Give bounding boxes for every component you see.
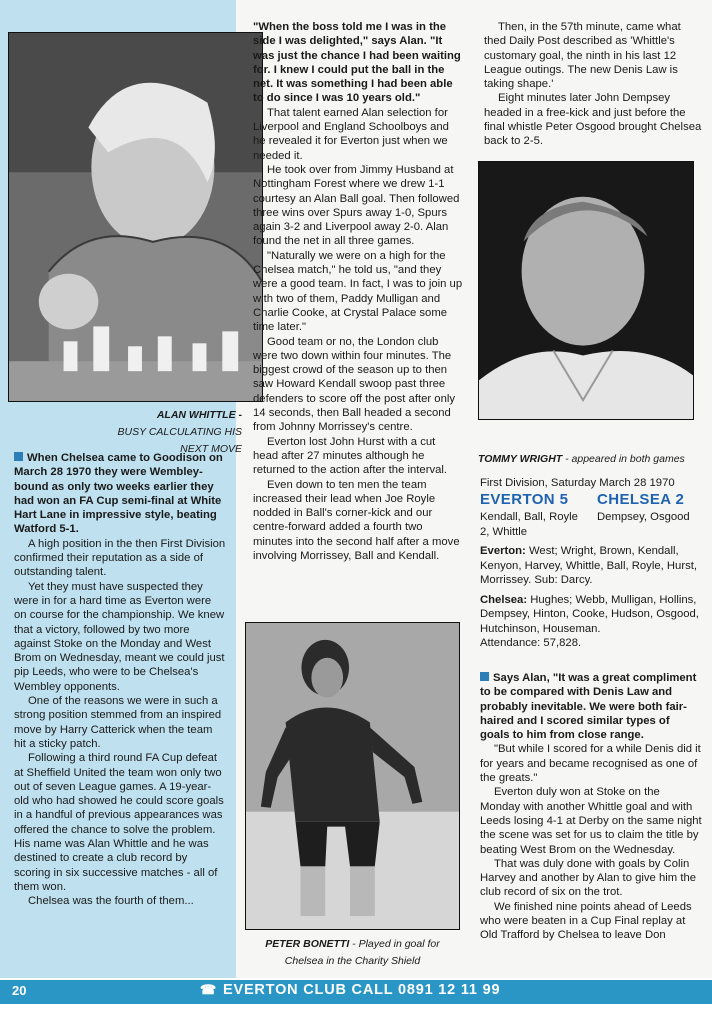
chelsea-lineup: Chelsea: Hughes; Webb, Mulligan, Hollins, Dempsey, Hinton, Cooke, Hudson, Osgood, Hutchinson, Houseman.	[480, 594, 699, 635]
match-result	[480, 476, 704, 650]
tommy-wright-photo	[478, 161, 694, 420]
col3-paragraph: We finished nine points ahead of Leeds who were beaten in a Cup Final replay at Old Trafford by Chelsea to leave Don	[480, 900, 692, 942]
peter-bonetti-photo	[245, 622, 460, 930]
col1-paragraph: One of the reasons we were in such a strong position stemmed from an inspired move by Harry Catterick when the team hit a sticky patch.	[14, 695, 222, 750]
column-2-text	[253, 20, 463, 563]
alan-whittle-photo	[8, 32, 263, 402]
alan-quote: "When the boss told me I was in the side I was delighted," says Alan. "It was just the chance I had been waiting for. I knew I could put the ball in the net. It was something I had been able to do since I was 10 years old."	[253, 21, 461, 105]
column-3-bottom-text: Says Alan, "It was a great compliment to be compared with Denis Law and probably inevitable. We were both fair-haired and I scored similar types of goals to him from close range. "But while I scored for a while Denis did it for years and became recognised as one of the greats." Everton duly won at Stoke on the Monday with another Whittle goal and with Leeds losing 4-1 at Derby on the same night the scene was set for us to claim the title by beating West Brom on the Wednesday. That was duly done with goals by Colin Harvey and another by Alan to give him the club record of six on the trot. We finished nine points ahead of Leeds who were beaten in a Cup Final replay at Old Trafford by Chelsea to leave Don	[480, 672, 702, 942]
column-1-text: When Chelsea came to Goodison on March 28 1970 they were Wembley-bound as only two weeks earlier they had won an FA Cup semi-final at White Hart Lane in impressive style, beating Watford 5-1. A high position in the then First Division confirmed their reputation as a side of outstanding talent. Yet they must have suspected they were in for a hard time as Everton were on course for the championship. We knew that a victory, followed by two more against Stoke on the Monday and West Brom on Wednesday, meant we could just pip Leeds, who were to be Chelsea's Wembley opponents. One of the reasons we were in such a strong position stemmed from an inspired move by Harry Catterick when the team hit a sticky patch. Following a third round FA Cup defeat at Sheffield United the team won only two out of seven League games. A 19-year-old who had showed he could score goals in a handful of previous appearances was offered the chance to solve the problem. His name was Alan Whittle and he was destined to create a club record by scoring in six successive matches - all of them won. Chelsea was the fourth of them...	[14, 452, 226, 908]
column-3-top-text	[484, 20, 702, 149]
attendance: Attendance: 57,828.	[480, 637, 582, 650]
col2-paragraph: That talent earned Alan selection for Liverpool and England Schoolboys and he revealed it for Everton just when we needed it.	[253, 106, 449, 162]
col3-paragraph: Then, in the 57th minute, came what thed Daily Post described as 'Whittle's customary goal, the ninth in his last 12 League outings. The new Denis Law is taking shape.'	[484, 21, 681, 91]
col2-paragraph: Good team or no, the London club were two down within four minutes. The biggest crowd of the season up to then saw Howard Kendall swoop past three defenders to score off the post after only 14 seconds, then Ball headed a second from Johnny Morrissey's centre.	[253, 335, 456, 434]
bullet-square-icon	[14, 452, 23, 461]
peter-bonetti-caption: PETER BONETTI - Played in goal for Chelsea in the Charity Shield	[265, 938, 440, 967]
club-call-banner: ☎ EVERTON CLUB CALL 0891 12 11 99	[200, 982, 501, 998]
col3-paragraph: Eight minutes later John Dempsey headed in a free-kick and just before the final whistle Peter Osgood brought Chelsea back to 2-5.	[484, 92, 702, 148]
col1-paragraph: A high position in the then First Division confirmed their reputation as a side of outstanding talent.	[14, 537, 226, 579]
away-score: CHELSEA 2	[597, 491, 685, 509]
col2-paragraph: Everton lost John Hurst with a cut head after 27 minutes although he returned to the action after the interval.	[253, 435, 448, 477]
page-number: 20	[12, 983, 27, 998]
home-score: EVERTON 5	[480, 491, 569, 509]
telephone-icon: ☎	[200, 982, 217, 997]
col1-paragraph: Yet they must have suspected they were in for a hard time as Everton were on course for the championship. We knew that a victory, followed by two more against Stoke on the Monday and West Brom on Wednesday, meant we could just pip Leeds, who were to be Chelsea's Wembley opponents.	[14, 580, 225, 693]
col2-paragraph: Even down to ten men the team increased their lead when Joe Royle nodded in Ball's corner-kick and our centre-forward added a fourth two minutes into the second half after a move involving Morrissey, Ball and Kendall.	[253, 478, 460, 562]
col1-paragraph: Chelsea was the fourth of them...	[28, 895, 194, 908]
match-heading: First Division, Saturday March 28 1970	[480, 477, 675, 489]
col1-paragraph: Following a third round FA Cup defeat at Sheffield United the team won only two out of seven League games. A 19-year-old who had showed he could score goals in a handful of previous appearances was offered the chance to solve the problem. His name was Alan Whittle and he was destined to create a club record by scoring in six successive matches - all of them won.	[14, 752, 224, 893]
away-scorers: Dempsey, Osgood	[597, 511, 690, 524]
tommy-wright-caption: TOMMY WRIGHT - appeared in both games	[478, 453, 685, 465]
col3-paragraph: "But while I scored for a while Denis did it for years and became recognised as one of the greats."	[480, 743, 701, 785]
everton-lineup: Everton: West; Wright, Brown, Kendall, Kenyon, Harvey, Whittle, Ball, Royle, Hurst, Morrissey. Sub: Darcy.	[480, 545, 698, 586]
col3-paragraph: That was duly done with goals by Colin Harvey and another by Alan to give him the club record of six on the trot.	[480, 857, 697, 899]
col3-paragraph: Everton duly won at Stoke on the Monday with another Whittle goal and with Leeds losing 4-1 at Derby on the same night the scene was set for us to claim the title by beating West Brom on the Wednesday.	[480, 786, 702, 856]
bullet-square-icon	[480, 672, 489, 681]
alan-whittle-caption: ALAN WHITTLE - BUSY CALCULATING HIS NEXT MOVE	[117, 409, 242, 455]
home-scorers: Kendall, Ball, Royle 2, Whittle	[480, 511, 578, 538]
col2-paragraph: He took over from Jimmy Husband at Nottingham Forest where we drew 1-1 courtesy an Alan Ball goal. Then followed three wins over Spurs away 1-0, Spurs again 3-2 and Liverpool away 2-0. Alan found the net in all three games.	[253, 163, 460, 248]
col2-paragraph: "Naturally we were on a high for the Chelsea match," he told us, "and they were a good team. In fact, I was to join up with two of them, Paddy Mulligan and Charlie Cooke, at Crystal Palace some time later."	[253, 249, 463, 334]
